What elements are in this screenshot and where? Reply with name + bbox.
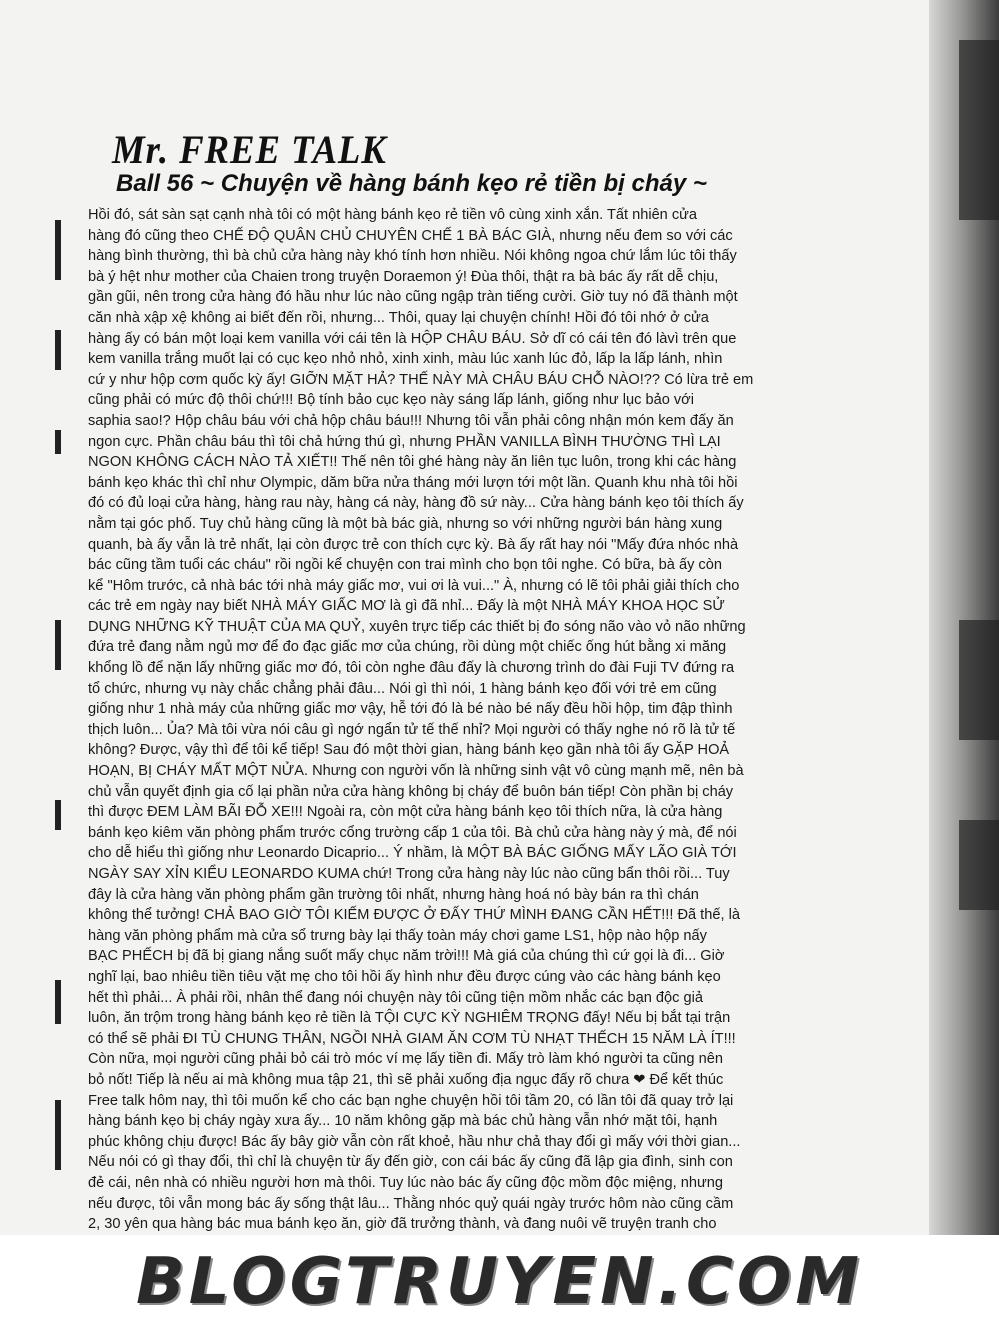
body-text-line: bà ý hệt như mother của Chaien trong truyện Doraemon ý! Đùa thôi, thật ra bà bác ấy rất dễ chịu,	[88, 268, 719, 285]
body-text-line: thì được ĐEM LÀM BÃI ĐỖ XE!!! Ngoài ra, còn một cửa hàng bánh kẹo tôi thích nữa, là cửa hàng	[88, 804, 723, 821]
scan-mark	[55, 430, 61, 454]
body-text-line: hàng bình thường, thì bà chủ cửa hàng này khó tính hơn nhiều. Nói không ngoa chứ lắm lúc tôi thấy	[88, 248, 737, 265]
body-text-line: đứa trẻ đang nằm ngủ mơ để đo đạc giấc mơ của chúng, rồi dùng một chiếc ống hút bằng xi măng	[88, 639, 727, 656]
body-text-line: có thể sẽ phải ĐI TÙ CHUNG THÂN, NGỒI NHÀ GIAM ĂN CƠM TÙ NHẠT THẾCH 15 NĂM LÀ ÍT!!!	[88, 1030, 736, 1047]
watermark-text: BLOGTRUYEN.COM	[136, 1244, 863, 1319]
body-text-line: hàng ấy có bán một loại kem vanilla với cái tên là HỘP CHÂU BÁU. Sở dĩ có cái tên đó làvì trên que	[88, 330, 737, 347]
scan-mark	[55, 330, 61, 370]
body-text-line: bánh kẹo khác thì chỉ như Olympic, dăm bữa nửa tháng mới lượn tới một lần. Quanh khu nhà tôi hồi	[88, 474, 738, 491]
body-text-line: không? Được, vậy thì để tôi kể tiếp! Sau đó một thời gian, hàng bánh kẹo gần nhà tôi ấy GẶP HOẢ	[88, 742, 730, 759]
body-text-line: Hồi đó, sát sàn sạt cạnh nhà tôi có một hàng bánh kẹo rẻ tiền vô cùng xinh xắn. Tất nhiên cửa	[88, 207, 698, 223]
body-text-line: kể "Hôm trước, cả nhà bác tới nhà máy giấc mơ, vui ơi là vui..." À, nhưng có lẽ tôi phải giải thích cho	[88, 577, 740, 594]
body-text-line: đẻ cái, nên nhà có nhiều người hơn mà thôi. Tuy lúc nào bác ấy cũng độc mồm độc miệng, nhưng	[88, 1174, 723, 1191]
body-text-line: đây là cửa hàng văn phòng phẩm gần trường tôi nhất, nhưng hàng hoá nó bày bán ra thì chán	[88, 886, 699, 903]
body-text-line: phúc không chịu được! Bác ấy bây giờ vẫn còn rất khoẻ, hầu như chả thay đổi gì mấy với thời gian...	[88, 1133, 741, 1150]
body-text-line: tổ chức, nhưng vụ này chắc chẳng phải đâu... Nói gì thì nói, 1 hàng bánh kẹo đối với trẻ em cũng	[88, 680, 717, 697]
body-text-line: cho dễ hiểu thì giống như Leonardo Dicaprio... Ý nhầm, là MỘT BÀ BÁC GIỐNG MẤY LÃO GIÀ TỚI	[88, 845, 737, 862]
body-text-line: chủ vẫn quyết định gia cố lại phần nửa cửa hàng không bị cháy để buôn bán tiếp! Còn phần bị cháy	[88, 783, 734, 800]
body-text-line: đó có đủ loại cửa hàng, hàng rau này, hàng cá này, hàng đồ sứ này... Cửa hàng bánh kẹo tôi thích ấy	[88, 495, 744, 512]
body-text-line: luôn, ăn trộm trong hàng bánh kẹo rẻ tiền là TỘI CỰC KỲ NGHIÊM TRỌNG đấy! Nếu bị bắt tại trận	[88, 1010, 731, 1027]
body-text-line: 2, 30 yên qua hàng bác mua bánh kẹo ăn, giờ đã trưởng thành, và đang nuôi vẽ truyện tranh cho	[88, 1216, 717, 1233]
body-text-line: không thể tưởng! CHẢ BAO GIỜ TÔI KIẾM ĐƯỢC Ở ĐẤY THỨ MÌNH ĐANG CẦN HẾT!!! Đã thế, là	[88, 907, 740, 924]
body-text-line: Free talk hôm nay, thì tôi muốn kể cho các bạn nghe chuyện hồi tôi tầm 20, có lần tôi đã quay trở lại	[88, 1092, 734, 1109]
page-left-edge	[0, 100, 70, 1235]
scan-mark	[55, 220, 61, 280]
body-text-line: bác cũng tầm tuổi các cháu" rồi ngồi kể chuyện con trai mình cho bọn tôi nghe. Có bữa, bà ấy còn	[88, 557, 722, 574]
body-text-line: gần gũi, nên trong cửa hàng đó hầu như lúc nào cũng ngập tràn tiếng cười. Giờ tuy nó đã thành một	[88, 289, 738, 306]
body-text-line: quanh, bà ấy vẫn là trẻ nhất, lại còn được trẻ con thích cực kỳ. Bà ấy rất hay nói "Mấy đứa nhóc nhà	[88, 536, 739, 553]
body-text-line: bánh kẹo kiêm văn phòng phẩm trước cổng trường cấp 1 của tôi. Bà chủ cửa hàng này ý mà, để nói	[88, 824, 737, 841]
scan-mark	[959, 40, 999, 220]
body-text-line: khổng lồ để nặn lấy những giấc mơ đó, tôi còn nghe đâu đấy là chương trình do đài Fuji TV đứng ra	[88, 660, 735, 677]
body-text-line: cứ y như hộp cơm quốc kỳ ấy! GIỠN MẶT HẢ? THẾ NÀY MÀ CHÂU BÁU CHỖ NÀO!?? Có lừa trẻ em	[88, 371, 754, 388]
body-text-line: DỤNG NHỮNG KỸ THUẬT CỦA MA QUỶ, xuyên trực tiếp các thiết bị đo sóng não vào vỏ não những	[88, 618, 746, 635]
body-text-line: NGÀY SAY XỈN KIỂU LEONARDO KUMA chứ! Trong cửa hàng này lúc nào cũng bẩn thôi rồi... Tuy	[88, 866, 730, 882]
scan-mark	[55, 620, 61, 670]
body-text-line: Còn nữa, mọi người cũng phải bỏ cái trò móc ví mẹ lấy tiền đi. Mấy trò làm khó người ta cũng nên	[88, 1051, 723, 1068]
body-text-line: nghĩ lại, bao nhiêu tiền tiêu vặt mẹ cho tôi hồi ấy hình như đều được cúng vào các hàng bánh kẹo	[88, 968, 721, 985]
body-text-line: hết thì phải... À phải rồi, nhân thể đang nói chuyện này tôi cũng tiện mồm nhắc các bạn độc giả	[88, 989, 703, 1006]
body-text-line: các trẻ em ngày nay biết NHÀ MÁY GIẤC MƠ là gì đã nhỉ... Đấy là một NHÀ MÁY KHOA HỌC SỬ	[88, 598, 725, 615]
scan-mark	[959, 620, 999, 740]
body-text-line: căn nhà xập xệ không ai biết đến rồi, nhưng... Thôi, quay lại chuyện chính! Hồi đó tôi nhớ ở cửa	[88, 309, 709, 326]
body-text-line: saphia sao!? Hộp châu báu với chả hộp châu báu!!! Nhưng tôi vẫn phải công nhận món kem đấy ăn	[88, 412, 734, 429]
body-text-line: hàng văn phòng phẩm mà cửa sổ trưng bày lại thấy toàn máy chơi game LS1, hộp nào hộp nấy	[88, 927, 707, 944]
body-text-line: hàng bánh kẹo bị cháy ngày xưa ấy... 10 năm không gặp mà bác chủ hàng vẫn nhớ mặt tôi, hạnh	[88, 1113, 718, 1130]
body-text-line: hàng đó cũng theo CHẾ ĐỘ QUÂN CHỦ CHUYÊN CHẾ 1 BÀ BÁC GIÀ, nhưng nếu đem so với các	[88, 227, 733, 244]
body-text-line: cũng phải có mức độ thôi chứ!!! Bộ tính bảo cục kẹo này sáng lấp lánh, giống như lục bảo với	[88, 392, 694, 409]
body-text-line: bỏ nốt! Tiếp là nếu ai mà không mua tập 21, thì sẽ phải xuống địa ngục đấy rõ chưa ❤ Để kết thúc	[88, 1071, 724, 1088]
body-text-line: nằm tại góc phố. Tuy chủ hàng cũng là một bà bác già, nhưng so với những người bán hàng xung	[88, 515, 723, 532]
article-body	[88, 205, 920, 1235]
page-subtitle: Ball 56 ~ Chuyện về hàng bánh kẹo rẻ tiền bị cháy ~	[116, 170, 707, 197]
body-text-line: HOẠN, BỊ CHÁY MẤT MỘT NỬA. Nhưng con người vốn là những sinh vật vô cùng mạnh mẽ, nên bà	[88, 763, 744, 780]
body-text-line: ngon cực. Phần châu báu thì tôi chả hứng thú gì, nhưng PHẦN VANILLA BÌNH THƯỜNG THÌ LẠI	[88, 433, 721, 450]
page-right-edge-shadow	[929, 0, 999, 1235]
body-text-line: BẠC PHẾCH bị đã bị giang nắng suốt mấy chục năm trời!!! Mà giá của chúng thì cứ gọi là đi... Giờ	[88, 948, 725, 965]
page-title: Mr. FREE TALK	[112, 127, 387, 172]
body-text-line: thịch luôn... Ủa? Mà tôi vừa nói câu gì ngớ ngẩn tử tế thế nhỉ? Mọi người có thấy nghe nó rõ là tử tế	[88, 721, 736, 738]
scan-mark	[55, 1100, 61, 1170]
body-text-line: giống như 1 nhà máy của những giấc mơ vậy, hễ tới đó là bé nào bé nấy đều hồi hộp, tim đập thình	[88, 701, 733, 718]
scan-mark	[959, 820, 999, 910]
scan-mark	[55, 800, 61, 830]
scan-mark	[55, 980, 61, 1024]
body-text-line: Nếu nói có gì thay đổi, thì chỉ là chuyện từ ấy đến giờ, con cái bác ấy cũng đã lập gia đình, sinh con	[88, 1154, 733, 1171]
watermark-banner	[0, 1235, 999, 1328]
body-text-line: kem vanilla trắng muốt lại có cục kẹo nhỏ nhỏ, xinh xinh, màu lúc xanh lúc đỏ, lấp la lấp lánh, nhìn	[88, 351, 723, 368]
body-text-line: NGON KHÔNG CÁCH NÀO TẢ XIẾT!! Thế nên tôi ghé hàng này ăn liên tục luôn, trong khi các hàng	[88, 454, 737, 471]
body-text-line: nếu được, tôi vẫn mong bác ấy sống thật lâu... Thằng nhóc quỷ quái ngày trước hôm nào cũng cầm	[88, 1195, 734, 1212]
